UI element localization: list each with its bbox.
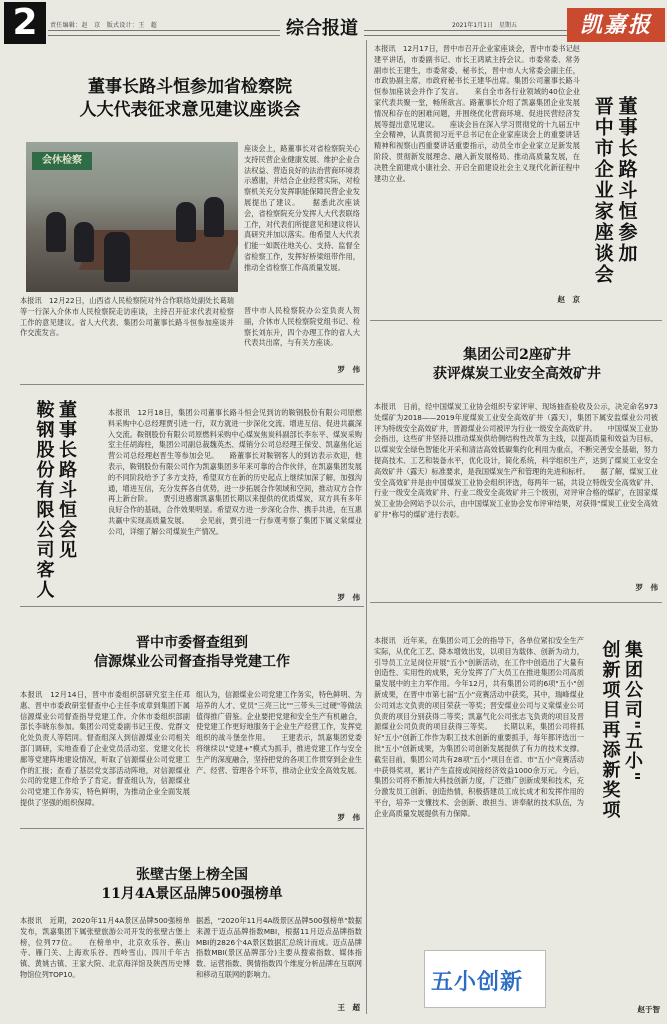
article-divider [20, 606, 364, 607]
article7-title-prefix: 集团公司"五小" [622, 640, 643, 783]
editor-credits: 责任编辑：赵 京 版式设计：王 超 [50, 22, 158, 29]
article-divider [370, 320, 662, 321]
badge-text: 五小创新 [431, 970, 524, 995]
article5-body-right: 组认为，信源煤业公司党建工作务实，特色鲜明、为培养的人才、党员"三亮三比""三带头三过硬"等做法值得推广借鉴。企业要把党建和安全生产有机融合，使党建工作更好地服务于企业生产经营工作，发挥党组织的战斗堡垒作用。 王建表示，凯嘉集团党委将继续以"党建+"模式为抓手，推进党建工作与安全生产的深度融合，坚持把党的各项工作贯穿到企业生产、经营、管理各个环节，推动企业安全高效发展。 [196, 690, 362, 775]
article5-author: 罗 伟 [337, 813, 360, 822]
article1-title-line2: 人大代表征求意见建议座谈会 [79, 99, 301, 120]
article2-headline [590, 96, 638, 326]
article2-title: 晋中市企业家座谈会 [591, 96, 614, 285]
article2-title-prefix: 董事长路斗恒参加 [615, 96, 638, 264]
article6-body-right: 据悉，"2020年11月4A级景区品牌500强榜单"数据来源于迈点品牌指数MBI，根据11月迈点品牌指数MBI的2826个4A景区数据汇总统计而成。迈点品牌指数MBI(景区品牌部分)主要从搜索指数、媒体指数、运营指数、舆情指数四个维度分析品牌在互联网和移动互联网的影响力。 [196, 916, 362, 979]
five-small-badge [424, 950, 546, 1008]
article1-body-right: 座谈会上，路董事长对省检察院关心支持民营企业健康发展、维护企业合法权益、营造良好的法治营商环境表示感谢，并结合企业经营实际，对检察机关充分发挥职能保障民营企业发展提出了建议。 据悉此次座谈会，省检察院充分发挥人大代表联络工作，对代表们所提意见和建议将认真研究并加以落实。他希望人大代表们能一如既往地关心、支持、监督全省检察工作，发挥好桥梁纽带作用，推动全省检察工作高质量发展。 [244, 144, 360, 272]
article1-photo [26, 142, 238, 292]
article3-headline [374, 346, 660, 384]
article4-headline [32, 400, 77, 620]
issue-date: 2021年1月1日 星期五 [452, 22, 517, 29]
article3-title-line1: 集团公司2座矿井 [463, 347, 571, 363]
article6-title-line2: 11月4A景区品牌500强榜单 [101, 885, 283, 902]
article5-headline [20, 634, 364, 672]
article7-title: 创新项目再添新奖项 [599, 640, 621, 820]
section-title: 综合报道 [280, 14, 364, 40]
article1-body-bottom-right: 晋中市人民检察院办公室负责人贺丽，介休市人民检察院党组书记、检察长刘东升，四个办理工作的省人大代表共出席，与有关方座谈。 [244, 306, 360, 348]
article1-title-line1: 董事长路斗恒参加省检察院 [88, 77, 292, 97]
photo-person [204, 197, 224, 237]
column-divider [366, 40, 367, 1014]
article7-headline [598, 640, 643, 860]
article1-headline [20, 76, 360, 122]
photo-person [46, 212, 66, 252]
article-divider [20, 384, 364, 385]
article7-author: 赵于智 [637, 1005, 660, 1014]
article4-author: 罗 伟 [337, 593, 360, 602]
article6-title-line1: 张壁古堡上榜全国 [136, 867, 248, 883]
article3-body: 本报讯 日前，经中国煤炭工业协会组织专家评审、现场抽查验收及公示，决定命名973处煤矿为2018——2019年度煤炭工业安全高效矿井（露天），集团下属安监煤业公司被评为特级安全高效矿井，晋源煤业公司被评为行业一级安全高效矿井。 中国煤炭工业协会指出，这些矿井坚持以推动煤炭供给侧结构性改革为主线，以提高质量和效益为目标，以煤炭安全绿色智能化开采和清洁高效低碳集约化利用为重点，不断完善安全基础，努力提高技术、工艺和装备水平，优化设计，简化系统，科学组织生产，达到了煤炭工业安全高效矿井（露天）标准要求，是我国煤炭生产和管理的先进和标杆。 据了解，煤炭工业安全高效矿井是由中国煤炭工业协会组织评选，每两年一届，共设立特级安全高效矿井、行业一级安全高效矿井、行业二级安全高效矿井三个级别，对评审合格的煤矿，在国家煤炭工业协会网站予以公示，由中国煤炭工业协会发布评审结果，对获得"煤炭工业安全高效矿井"称号的煤矿进行表彰。 [374, 402, 658, 519]
page-number: 2 [4, 2, 46, 44]
article5-title-line2: 信源煤业公司督查指导党建工作 [94, 653, 290, 670]
article7-body: 本报讯 近年来，在集团公司工会的指导下，各单位紧扣安全生产实际，从优化工艺、降本增效出发，以项目为载体、创新为动力，引导员工立足岗位开展"五小"创新活动，在工作中创造出了大量有创造性、实用性的成果，充分发挥了广大员工在推进集团公司高质量发展中的主力军作用。今年12月，共有集团公司的6项"五小"创新成果，在晋中市第七届"五小"竞赛活动中获奖，其中，瑞峰煤业公司刘志文负责的项目荣获一等奖；晋安煤业公司与义棠煤业公司负责的项目分别获得二等奖；凯嘉气化公司张志飞负责的项目及晋源煤业公司负责的项目获得三等奖。 长期以来，集团公司将抓好"五小"创新工作作为职工技术创新的重要抓手，每年都评选出一批"五小"创新成果，为集团公司创新发展提供了有力的技术支撑。截至目前，集团公司共有28项"五小"项目在省、市"五小"竞赛活动中获得奖项，累计产生直接或间接经济效益1000余万元。今后，集团公司将不断加大科技创新力度，广泛推广创新成果和技术，充分激发员工创新、创造热情，积极搭建员工成长成才和发挥作用的平台，培养一支懂技术、会创新、敢担当、讲奉献的技术队伍，为企业高质量发展提供有力保障。 [374, 636, 584, 818]
article1-author: 罗 伟 [337, 365, 360, 374]
article6-headline [20, 866, 364, 904]
article6-body-left: 本报讯 近期，2020年11月4A景区品牌500强榜单发布，凯嘉集团下属张壁旅游公司开发的张壁古堡上榜，位列77位。 在榜单中，北京欢乐谷、蕉山寺、雁门关、上海欢乐谷、西岭雪山、四川千年古镇、黄姚古镇、王家大院、北京海洋馆及陕西历史博物馆位列TOP10。 [20, 916, 190, 979]
paper-logo: 凯嘉报 [567, 8, 665, 42]
article5-title-line1: 晋中市委督查组到 [136, 635, 248, 651]
photo-person [104, 232, 130, 282]
article-divider [20, 828, 364, 829]
article-divider [370, 602, 662, 603]
photo-person [74, 222, 94, 262]
article1-body-bottom-left: 本报讯 12月22日，山西省人民检察院对外合作联络处副处长葛瑞等一行深入介休市人民检察院走访座谈，主持召开征求代表对检察工作的意见建议。省人大代表、集团公司董事长路斗恒参加座谈并作交流发言。 [20, 296, 234, 338]
article4-body: 本报讯 12月18日，集团公司董事长路斗恒会见到访的鞍钢股份有限公司原燃料采购中心总经理贾引进一行，双方就进一步深化交流、增进互信、促进共赢深入交流。鞍钢股份有限公司原燃料采购中心煤炭焦炭科副部长李东平、煤炭采购室主任胡海柱，集团公司副总裁魏英杰、煤销分公司总经理王保安、凯嘉焦化运营公司总经理赵晋生等参加会见。 路董事长对鞍钢客人的到访表示欢迎，他表示，鞍钢股份有限公司作为凯嘉集团多年来可靠的合作伙伴，在凯嘉集团发展的不同阶段给予了多方支持，希望双方在新的历史起点上继续加深了解，加强沟通，增进互信，充分发挥各自优势，进一步拓展合作领域和空间，推动双方合作再上新台阶。 贾引进感谢凯嘉集团长期以来提供的优质煤炭，双方具有多年良好合作的基础，合作效果明显。希望双方进一步深化合作、携手共进，在互惠共赢中实现高质量发展。 会见前，贾引进一行参观考察了集团下属义棠煤业公司，详细了解公司煤炭生产情况。 [108, 408, 362, 536]
article5-body-left: 本报讯 12月14日，晋中市委组织部研究室主任邓惠、晋中市委政研室督查中心主任李成章到集团下属信源煤业公司督查指导党建工作。介休市委组织部副部长李晓东参加。集团公司党委副书记王俊、党群文化处负责人等陪同。督查组深入到信源煤业公司相关部门调研，实地查看了企业党员活动室、党建文化长廊等党建阵地建设情况，听取了信源煤业公司党建工作的汇报；查看了基层党支部活动阵地，对信源煤业公司的党建工作给予了肯定。督查组认为，信源煤业公司党建工作务实，特色鲜明，为推动企业全面发展提供了坚强的组织保障。 [20, 690, 190, 807]
article2-author: 赵 京 [557, 295, 580, 304]
photo-person [176, 202, 196, 242]
photo-signboard: 会休检察 [32, 152, 92, 170]
article4-title-prefix: 董事长路斗恒会见 [56, 400, 77, 560]
article4-title: 鞍钢股份有限公司客人 [33, 400, 55, 600]
article2-body: 本报讯 12月17日，晋中市召开企业家座谈会，晋中市委书记赵建平讲话，市委副书记、市长王鸿斌主持会议。市委常委、常务副市长王建生，市委常委、秘书长，晋中市人大常委会副主任，市政协副主席、市政府秘书长王建华出席。集团公司董事长路斗恒参加座谈会并作了发言。 来自全市各行业领域的40位企业家代表共聚一堂，畅所欲言。路董事长介绍了凯嘉集团企业发展情况和存在的困难问题，并围绕优化营商环境、促进民营经济发展等提出意见建议。 座谈会旨在深入学习贯彻党的十九届五中全会精神，认真贯彻习近平总书记在企业家座谈会上的重要讲话精神和视察山西重要讲话重要指示，动员全市企业家立足新发展阶段、贯彻新发展理念、融入新发展格局、推动高质量发展，在决胜全面建成小康社会、开启全面建设社会主义现代化新征程中建功立业。 [374, 44, 580, 183]
article6-author: 王 超 [337, 1003, 360, 1012]
article3-title-line2: 获评煤炭工业安全高效矿井 [433, 365, 601, 382]
article3-author: 罗 伟 [635, 583, 658, 592]
